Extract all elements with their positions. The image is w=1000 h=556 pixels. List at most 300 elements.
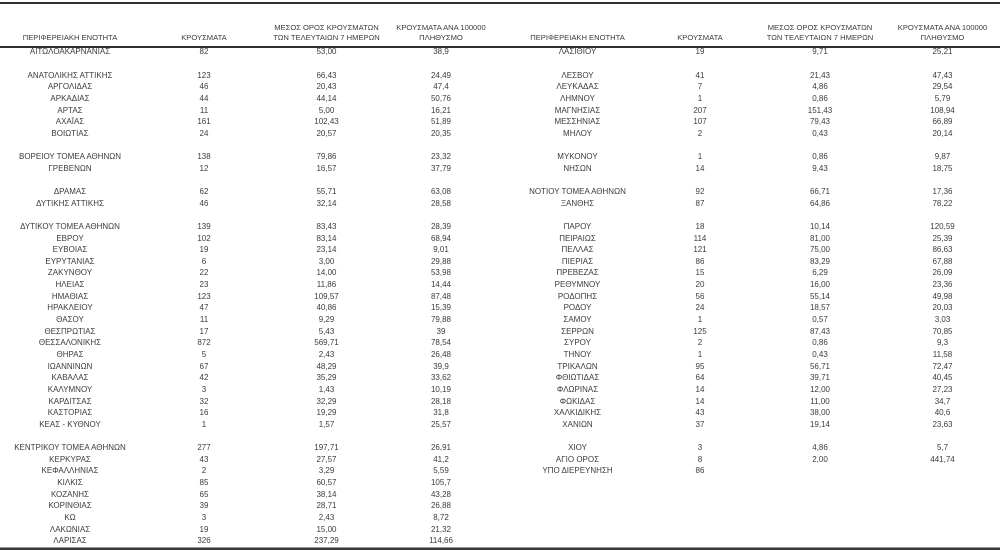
table-cell: ΧΑΝΙΩΝ xyxy=(562,419,593,429)
table-cell: 569,71 xyxy=(314,338,339,348)
table-cell: 14 xyxy=(695,396,705,406)
table-cell: ΚΑΡΔΙΤΣΑΣ xyxy=(48,396,92,406)
table-cell: ΜΗΛΟΥ xyxy=(563,128,592,138)
table-cell: 12 xyxy=(199,163,209,173)
table-row xyxy=(0,453,497,465)
table-cell: 3,00 xyxy=(318,256,335,266)
spacer-cell xyxy=(645,174,755,186)
table-cell: 55,14 xyxy=(809,291,831,301)
spacer-row xyxy=(510,430,1000,442)
table-cell: ΡΟΔΟΠΗΣ xyxy=(557,291,598,301)
spacer-cell xyxy=(510,477,645,489)
spacer-row xyxy=(0,174,497,186)
table-cell: ΛΑΡΙΣΑΣ xyxy=(53,536,87,546)
table-cell: 18,57 xyxy=(809,303,831,313)
table-cell: ΛΕΥΚΑΔΑΣ xyxy=(556,82,599,92)
table-cell: 39 xyxy=(199,501,209,511)
table-row xyxy=(0,186,497,198)
column-header xyxy=(755,19,885,46)
spacer-cell xyxy=(885,139,1000,151)
spacer-row xyxy=(510,477,1000,489)
table-cell: 50,76 xyxy=(430,93,452,103)
table-row xyxy=(510,372,1000,384)
table-cell: 441,74 xyxy=(930,454,955,464)
table-cell: ΞΑΝΘΗΣ xyxy=(560,198,595,208)
spacer-cell xyxy=(140,58,268,70)
table-cell: ΘΗΡΑΣ xyxy=(56,349,84,359)
table-cell: 38,9 xyxy=(433,47,449,57)
table-row xyxy=(510,314,1000,326)
regional-cases-table-right xyxy=(510,19,1000,547)
table-cell: 22 xyxy=(199,268,209,278)
table-cell: 86 xyxy=(695,466,705,476)
column-header-line: ΜΕΣΟΣ ΟΡΟΣ ΚΡΟΥΣΜΑΤΩΝ xyxy=(767,23,873,33)
table-row xyxy=(510,256,1000,268)
table-cell: 11,58 xyxy=(932,349,953,359)
spacer-cell xyxy=(0,174,140,186)
table-cell: ΝΟΤΙΟΥ ΤΟΜΕΑ ΑΘΗΝΩΝ xyxy=(529,187,626,196)
table-cell: 43,28 xyxy=(430,489,452,499)
table-cell: ΤΗΝΟΥ xyxy=(563,349,592,359)
table-cell: 40,45 xyxy=(932,373,953,383)
table-row xyxy=(0,221,497,233)
table-row xyxy=(510,453,1000,465)
table-cell: 11 xyxy=(199,315,209,325)
table-cell: 53,98 xyxy=(430,268,452,278)
spacer-cell xyxy=(510,523,645,535)
table-row xyxy=(510,267,1000,279)
spacer-cell xyxy=(385,174,497,186)
table-cell: 28,71 xyxy=(316,501,337,511)
table-cell: 31,8 xyxy=(433,408,449,418)
table-body-left xyxy=(0,46,497,547)
spacer-cell xyxy=(885,512,1000,524)
table-cell: 326 xyxy=(197,536,211,546)
table-row xyxy=(0,302,497,314)
spacer-cell xyxy=(645,523,755,535)
spacer-cell xyxy=(0,209,140,221)
table-cell: 1 xyxy=(697,315,703,325)
table-cell: 47,43 xyxy=(932,70,953,80)
spacer-cell xyxy=(510,139,645,151)
table-row xyxy=(0,81,497,93)
table-cell: 25,57 xyxy=(430,419,452,429)
table-cell: ΘΑΣΟΥ xyxy=(56,315,84,325)
spacer-cell xyxy=(755,174,885,186)
table-row xyxy=(0,325,497,337)
table-cell: 102,43 xyxy=(314,117,339,127)
table-cell: 3 xyxy=(697,443,703,453)
table-cell: 20,57 xyxy=(316,128,337,138)
table-cell: 75,00 xyxy=(809,245,831,255)
table-cell: 20,03 xyxy=(932,303,953,313)
table-cell: 79,88 xyxy=(430,315,452,325)
table-cell: 8,72 xyxy=(433,512,449,522)
table-cell: ΛΕΣΒΟΥ xyxy=(561,70,594,80)
table-cell: ΚΑΒΑΛΑΣ xyxy=(51,373,89,383)
table-row xyxy=(510,302,1000,314)
spacer-cell xyxy=(268,209,385,221)
table-row xyxy=(510,69,1000,81)
spacer-cell xyxy=(645,477,755,489)
table-cell: 78,22 xyxy=(932,198,953,208)
table-cell: 32,14 xyxy=(316,198,337,208)
header-row xyxy=(0,19,497,46)
table-cell: 41 xyxy=(695,70,705,80)
table-cell: 9,29 xyxy=(318,315,335,325)
spacer-cell xyxy=(510,500,645,512)
table-cell: 32,29 xyxy=(316,396,337,406)
table-cell: 207 xyxy=(693,105,707,115)
table-cell: 63,08 xyxy=(430,187,452,196)
table-cell: 43 xyxy=(695,408,705,418)
table-cell: 10,14 xyxy=(809,221,831,231)
table-bottom-border xyxy=(0,547,1000,550)
table-cell: 20 xyxy=(695,280,705,290)
table-row xyxy=(510,465,1000,477)
table-row xyxy=(510,419,1000,431)
table-cell: 47,4 xyxy=(433,82,449,92)
spacer-cell xyxy=(755,209,885,221)
table-cell: ΚΕΡΚΥΡΑΣ xyxy=(49,454,91,464)
table-cell: 62 xyxy=(199,187,209,196)
table-cell: 79,86 xyxy=(316,152,337,162)
table-cell: 48,29 xyxy=(316,361,337,371)
table-cell: 68,94 xyxy=(430,233,452,243)
table-cell: 38,00 xyxy=(809,408,831,418)
table-cell: 43 xyxy=(199,454,209,464)
table-cell: 34,7 xyxy=(934,396,951,406)
spacer-cell xyxy=(268,58,385,70)
table-cell: 14,44 xyxy=(430,280,452,290)
table-row xyxy=(0,104,497,116)
table-cell: 79,43 xyxy=(809,117,831,127)
table-cell: ΠΑΡΟΥ xyxy=(563,221,592,231)
column-header xyxy=(0,19,140,46)
table-cell: 53,00 xyxy=(316,47,337,57)
table-cell: ΒΟΙΩΤΙΑΣ xyxy=(51,128,89,138)
tables-container xyxy=(0,19,1000,547)
table-cell: 18 xyxy=(695,221,705,231)
table-cell: 11 xyxy=(199,105,209,115)
table-row xyxy=(510,46,1000,58)
spacer-cell xyxy=(885,209,1000,221)
table-row xyxy=(0,477,497,489)
table-cell: 27,23 xyxy=(932,384,953,394)
table-cell: 15,39 xyxy=(430,303,452,313)
table-cell: ΚΑΛΥΜΝΟΥ xyxy=(47,384,93,394)
spacer-cell xyxy=(885,488,1000,500)
table-cell: 81,00 xyxy=(809,233,831,243)
table-cell: 4,86 xyxy=(812,443,828,453)
table-row xyxy=(0,127,497,139)
spacer-cell xyxy=(885,500,1000,512)
table-cell: ΦΩΚΙΔΑΣ xyxy=(559,396,596,406)
table-cell: 2 xyxy=(697,128,703,138)
table-cell: ΛΑΣΙΘΙΟΥ xyxy=(558,47,597,57)
spacer-cell xyxy=(510,58,645,70)
table-row xyxy=(0,523,497,535)
table-cell: 5,43 xyxy=(318,326,335,336)
column-header-line: ΚΡΟΥΣΜΑΤΑ xyxy=(677,33,723,43)
table-cell: 78,54 xyxy=(430,338,452,348)
table-cell: ΜΥΚΟΝΟΥ xyxy=(557,152,598,162)
table-cell: 87 xyxy=(695,198,705,208)
table-cell: 9,3 xyxy=(936,338,949,348)
table-cell: 20,35 xyxy=(430,128,452,138)
table-cell: 9,87 xyxy=(934,152,951,162)
table-cell: 66,71 xyxy=(809,187,831,196)
spacer-cell xyxy=(645,209,755,221)
table-cell: ΑΙΤΩΛΟΑΚΑΡΝΑΝΙΑΣ xyxy=(29,47,111,57)
table-row xyxy=(0,442,497,454)
table-cell: ΚΕΑΣ - ΚΥΘΝΟΥ xyxy=(39,419,101,429)
table-cell: 114,66 xyxy=(429,536,453,546)
table-cell: ΔΡΑΜΑΣ xyxy=(53,187,87,196)
table-cell: 17,36 xyxy=(932,187,953,196)
table-cell: 72,47 xyxy=(932,361,953,371)
table-cell: 67,88 xyxy=(932,256,953,266)
table-row xyxy=(510,151,1000,163)
table-cell: ΤΡΙΚΑΛΩΝ xyxy=(557,361,598,371)
table-cell: 46 xyxy=(199,82,209,92)
table-row xyxy=(0,197,497,209)
table-cell: 38,14 xyxy=(316,489,337,499)
table-cell: 1 xyxy=(697,93,703,103)
table-row xyxy=(510,337,1000,349)
spacer-cell xyxy=(385,139,497,151)
table-cell: 102 xyxy=(197,233,211,243)
table-cell: ΧΑΛΚΙΔΙΚΗΣ xyxy=(553,408,602,418)
table-row xyxy=(0,488,497,500)
table-cell: 138 xyxy=(197,152,211,162)
table-row xyxy=(510,407,1000,419)
table-row xyxy=(0,244,497,256)
table-row xyxy=(510,162,1000,174)
table-cell: 16,21 xyxy=(430,105,452,115)
table-cell: ΒΟΡΕΙΟΥ ΤΟΜΕΑ ΑΘΗΝΩΝ xyxy=(18,152,122,162)
table-cell: 0,86 xyxy=(812,338,828,348)
spacer-row xyxy=(510,500,1000,512)
table-cell: 60,57 xyxy=(316,478,337,488)
spacer-row xyxy=(510,139,1000,151)
table-cell: ΑΓΙΟ ΟΡΟΣ xyxy=(555,454,600,464)
table-cell: ΖΑΚΥΝΘΟΥ xyxy=(47,268,93,278)
table-cell: 14 xyxy=(695,163,705,173)
table-cell: 26,48 xyxy=(430,349,452,359)
table-cell: ΗΡΑΚΛΕΙΟΥ xyxy=(47,303,93,313)
table-cell: 1,43 xyxy=(318,384,335,394)
table-row xyxy=(0,93,497,105)
table-row xyxy=(510,127,1000,139)
table-cell: 108,94 xyxy=(930,105,955,115)
table-cell: 125 xyxy=(693,326,707,336)
table-cell: 28,58 xyxy=(430,198,452,208)
table-cell: ΑΝΑΤΟΛΙΚΗΣ ΑΤΤΙΚΗΣ xyxy=(27,70,113,80)
table-cell: 83,14 xyxy=(316,233,337,243)
table-cell: 5,59 xyxy=(433,466,449,476)
table-cell: ΕΒΡΟΥ xyxy=(56,233,84,243)
table-cell: 24,49 xyxy=(430,70,452,80)
table-cell: 40,6 xyxy=(934,408,951,418)
table-cell: 237,29 xyxy=(314,536,339,546)
spacer-cell xyxy=(140,430,268,442)
table-cell: 35,29 xyxy=(316,373,337,383)
table-cell: 23 xyxy=(199,280,209,290)
table-cell: 19 xyxy=(199,524,209,534)
table-row xyxy=(510,442,1000,454)
table-cell: ΥΠΟ ΔΙΕΡΕΥΝΗΣΗ xyxy=(542,466,613,476)
spacer-row xyxy=(510,209,1000,221)
table-cell: ΜΑΓΝΗΣΙΑΣ xyxy=(554,105,601,115)
table-cell: 64 xyxy=(695,373,705,383)
table-cell: 42 xyxy=(199,373,209,383)
spacer-cell xyxy=(645,58,755,70)
table-cell: 277 xyxy=(197,443,211,453)
table-cell: 2,43 xyxy=(318,512,335,522)
table-row xyxy=(510,279,1000,291)
table-cell: 83,43 xyxy=(316,221,337,231)
column-header-line: ΠΕΡΙΦΕΡΕΙΑΚΗ ΕΝΟΤΗΤΑ xyxy=(530,33,625,43)
table-cell: ΠΡΕΒΕΖΑΣ xyxy=(556,268,599,278)
spacer-row xyxy=(510,174,1000,186)
table-cell: 0,43 xyxy=(812,128,828,138)
table-cell: 8 xyxy=(697,454,703,464)
table-cell: 24 xyxy=(695,303,705,313)
table-cell: 18,75 xyxy=(932,163,953,173)
table-cell: 15,00 xyxy=(316,524,337,534)
table-cell: 17 xyxy=(199,326,209,336)
table-cell: 21,43 xyxy=(809,70,831,80)
table-cell: ΗΛΕΙΑΣ xyxy=(55,280,85,290)
table-row xyxy=(510,232,1000,244)
table-cell: ΡΟΔΟΥ xyxy=(563,303,592,313)
table-cell: 3 xyxy=(201,384,207,394)
table-cell: 2 xyxy=(697,338,703,348)
table-cell: 23,36 xyxy=(932,280,953,290)
table-cell: 92 xyxy=(695,187,705,196)
table-cell: 16,00 xyxy=(809,280,831,290)
spacer-row xyxy=(0,209,497,221)
table-row xyxy=(510,93,1000,105)
table-cell: ΔΥΤΙΚΗΣ ΑΤΤΙΚΗΣ xyxy=(36,198,104,208)
spacer-cell xyxy=(510,430,645,442)
table-cell: 3,03 xyxy=(934,315,951,325)
table-cell: 56,71 xyxy=(809,361,831,371)
table-cell: 29,54 xyxy=(932,82,953,92)
table-cell: ΚΕΦΑΛΛΗΝΙΑΣ xyxy=(41,466,99,476)
table-cell: ΠΕΙΡΑΙΩΣ xyxy=(559,233,596,243)
table-cell: 25,39 xyxy=(932,233,953,243)
table-cell: 16,57 xyxy=(316,163,337,173)
table-cell: 19,29 xyxy=(316,408,337,418)
table-cell: 16 xyxy=(199,408,209,418)
table-cell: 11,00 xyxy=(810,396,830,406)
table-cell xyxy=(755,465,885,477)
table-cell: ΛΑΚΩΝΙΑΣ xyxy=(49,524,91,534)
table-cell: ΚΟΡΙΝΘΙΑΣ xyxy=(48,501,92,511)
table-cell: 4,86 xyxy=(812,82,828,92)
table-cell: 197,71 xyxy=(314,443,339,453)
table-cell: ΣΑΜΟΥ xyxy=(563,315,592,325)
table-cell: 44 xyxy=(199,93,209,103)
table-row xyxy=(510,186,1000,198)
spacer-cell xyxy=(645,512,755,524)
table-cell: 37,79 xyxy=(430,163,452,173)
table-cell: 21,32 xyxy=(430,524,452,534)
table-cell: ΣΕΡΡΩΝ xyxy=(561,326,594,336)
table-cell: 86 xyxy=(695,256,705,266)
column-header-line: ΠΕΡΙΦΕΡΕΙΑΚΗ ΕΝΟΤΗΤΑ xyxy=(22,33,118,43)
table-cell: 49,98 xyxy=(932,291,953,301)
spacer-cell xyxy=(755,139,885,151)
spacer-cell xyxy=(510,488,645,500)
table-row xyxy=(0,512,497,524)
column-header-line: ΚΡΟΥΣΜΑΤΑ ΑΝΑ 100000 xyxy=(396,23,486,33)
table-header-right xyxy=(510,19,1000,46)
table-cell: 44,14 xyxy=(316,93,337,103)
table-row xyxy=(0,465,497,477)
table-cell: 29,88 xyxy=(430,256,452,266)
table-row xyxy=(0,384,497,396)
column-header xyxy=(645,19,755,46)
table-cell: ΦΘΙΩΤΙΔΑΣ xyxy=(555,373,600,383)
table-cell: ΑΡΤΑΣ xyxy=(57,105,83,115)
table-cell: 26,09 xyxy=(932,268,953,278)
column-header-line: ΜΕΣΟΣ ΟΡΟΣ ΚΡΟΥΣΜΑΤΩΝ xyxy=(274,23,379,33)
table-cell: ΣΥΡΟΥ xyxy=(564,338,591,348)
table-cell: ΚΟΖΑΝΗΣ xyxy=(50,489,90,499)
table-cell: 139 xyxy=(197,221,211,231)
table-row xyxy=(0,314,497,326)
spacer-cell xyxy=(645,535,755,547)
table-header-left xyxy=(0,19,497,46)
spacer-row xyxy=(0,58,497,70)
spacer-row xyxy=(510,512,1000,524)
column-header xyxy=(268,19,385,46)
spacer-cell xyxy=(0,139,140,151)
table-cell: ΗΜΑΘΙΑΣ xyxy=(51,291,89,301)
spacer-cell xyxy=(885,477,1000,489)
table-cell: 37 xyxy=(695,419,705,429)
table-cell: 51,89 xyxy=(430,117,452,127)
table-cell: 9,01 xyxy=(433,245,449,255)
table-row xyxy=(510,116,1000,128)
table-cell: 41,2 xyxy=(433,454,449,464)
table-row xyxy=(510,221,1000,233)
table-cell: ΝΗΣΩΝ xyxy=(563,163,592,173)
spacer-cell xyxy=(268,430,385,442)
column-header-line: ΠΛΗΘΥΣΜΟ xyxy=(920,33,965,43)
table-cell: 19 xyxy=(199,245,209,255)
table-cell: 40,86 xyxy=(316,303,337,313)
table-cell: 82 xyxy=(199,47,209,57)
table-cell: ΔΥΤΙΚΟΥ ΤΟΜΕΑ ΑΘΗΝΩΝ xyxy=(20,221,120,231)
table-cell: 20,43 xyxy=(316,82,337,92)
table-cell: 26,91 xyxy=(430,443,452,453)
table-cell: 23,32 xyxy=(430,152,452,162)
table-cell: 70,85 xyxy=(932,326,953,336)
table-cell: 0,86 xyxy=(812,93,828,103)
table-cell: 95 xyxy=(695,361,705,371)
table-cell: 123 xyxy=(197,70,211,80)
table-cell: 87,48 xyxy=(430,291,452,301)
table-cell: 2,00 xyxy=(812,454,828,464)
table-cell: 19,14 xyxy=(809,419,831,429)
table-cell: 6 xyxy=(201,256,207,266)
table-cell: 0,57 xyxy=(812,315,828,325)
spacer-cell xyxy=(885,535,1000,547)
